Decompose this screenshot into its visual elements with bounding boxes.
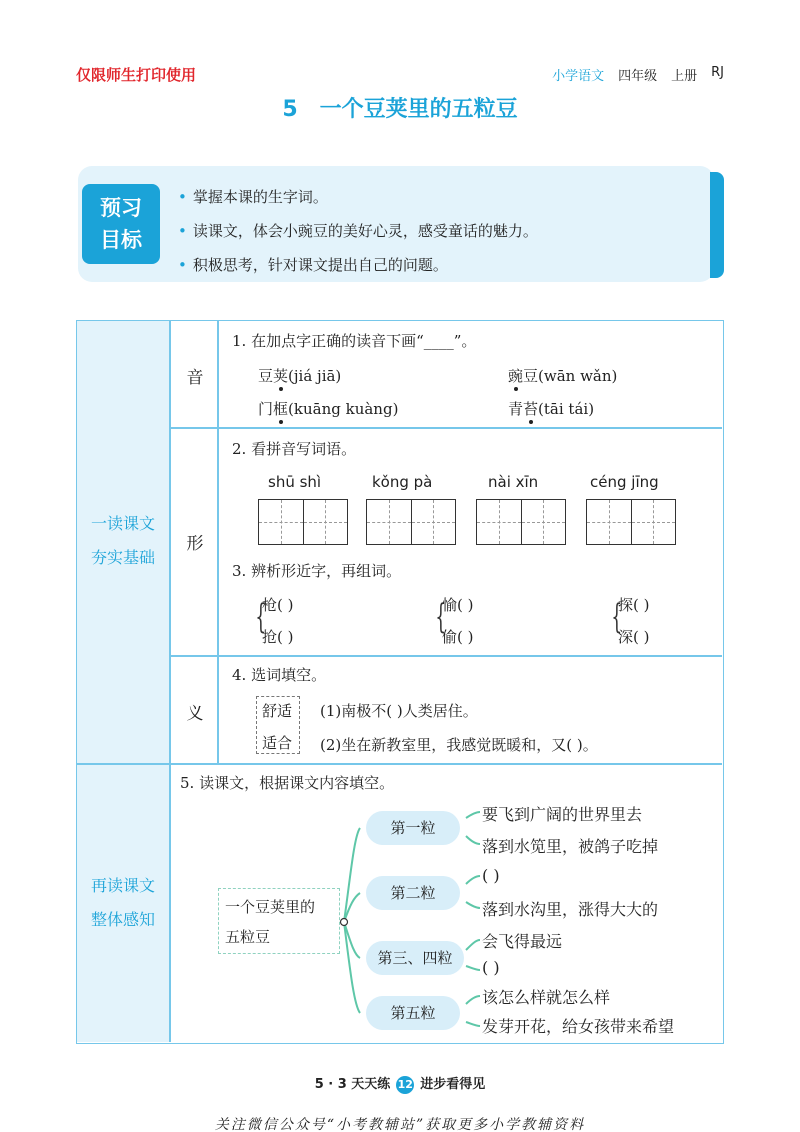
- leaf-text: 落到水笕里，被鸽子吃掉: [482, 837, 659, 856]
- similar-char-item[interactable]: 偷( ): [442, 628, 474, 646]
- word-option: 适合: [262, 734, 293, 752]
- lesson-number: 5: [282, 97, 298, 122]
- q1-item: 豌豆(wān wǎn): [508, 367, 618, 385]
- leaf-text: 要飞到广阔的世界里去: [482, 805, 643, 824]
- goal-item: • 积极思考，针对课文提出自己的问题。: [178, 256, 448, 274]
- print-restriction-notice: 仅限师生打印使用: [76, 66, 197, 84]
- q1-item: 门框(kuāng kuàng): [258, 400, 399, 418]
- grade-tag: 四年级: [618, 69, 658, 84]
- similar-char-item[interactable]: 枪( ): [262, 596, 294, 614]
- category-meaning: 义: [186, 704, 204, 724]
- fill-sentence[interactable]: (2)坐在新教室里，我感觉既暖和，又( )。: [320, 736, 598, 754]
- branch-node: 第三、四粒: [366, 941, 464, 975]
- q4-prompt: 4. 选词填空。: [232, 666, 327, 684]
- connector: [344, 922, 360, 1013]
- brace-icon: {: [435, 597, 447, 637]
- mind-map-root: 一个豆荚里的 五粒豆: [218, 888, 340, 954]
- leaf-text: 该怎么样就怎么样: [482, 988, 611, 1007]
- term-tag: 上册: [671, 69, 698, 84]
- leaf-text: 发芽开花，给女孩带来希望: [482, 1017, 675, 1036]
- pinyin-label: céng jīng: [590, 473, 659, 491]
- q1-prompt: 1. 在加点字正确的读音下画“____”。: [232, 332, 477, 350]
- lesson-title-text: 一个豆荚里的五粒豆: [319, 97, 518, 122]
- category-form: 形: [186, 534, 204, 554]
- similar-char-item[interactable]: 愉( ): [442, 596, 474, 614]
- goal-item: • 掌握本课的生字词。: [178, 188, 328, 206]
- bullet-icon: •: [178, 256, 187, 274]
- edition-tag: RJ: [711, 65, 724, 80]
- badge-line-2: 目标: [100, 228, 142, 252]
- bottom-promo-note: 关注微信公众号“小考教辅站”获取更多小学教辅资料: [214, 1117, 586, 1132]
- word-option: 舒适: [262, 702, 293, 720]
- pinyin-label: kǒng pà: [372, 473, 433, 491]
- page-footer: [0, 1073, 800, 1094]
- goal-item: • 读课文，体会小豌豆的美好心灵，感受童话的魅力。: [178, 222, 538, 240]
- leaf-text: 落到水沟里，涨得大大的: [482, 900, 659, 919]
- footer-slogan: 进步看得见: [420, 1077, 486, 1092]
- brace-icon: {: [255, 597, 267, 637]
- brace-icon: {: [611, 597, 623, 637]
- q1-item: 青苔(tāi tái): [508, 400, 595, 418]
- similar-char-item[interactable]: 深( ): [618, 628, 650, 646]
- connector: [344, 828, 360, 922]
- branch-node: 第五粒: [366, 996, 460, 1030]
- q5-prompt: 5. 读课文，根据课文内容填空。: [180, 774, 395, 792]
- pinyin-label: nài xīn: [488, 473, 539, 491]
- branch-node: 第二粒: [366, 876, 460, 910]
- section-label-basics: 一读课文 夯实基础: [90, 514, 155, 567]
- bullet-icon: •: [178, 222, 187, 240]
- similar-char-item[interactable]: 抢( ): [262, 628, 294, 646]
- pinyin-label: shū shì: [268, 473, 322, 491]
- fill-sentence[interactable]: (1)南极不( )人类居住。: [320, 702, 478, 720]
- branch-node: 第一粒: [366, 811, 460, 845]
- leaf-blank[interactable]: ( ): [482, 958, 500, 977]
- subject-tag: 小学语文: [552, 69, 605, 84]
- badge-line-1: 预习: [100, 196, 142, 220]
- q1-item: 豆荚(jiá jiā): [258, 367, 342, 385]
- bullet-icon: •: [178, 188, 187, 206]
- leaf-text: 会飞得最远: [482, 932, 563, 951]
- q3-prompt: 3. 辨析形近字，再组词。: [232, 562, 402, 580]
- similar-char-item[interactable]: 探( ): [618, 596, 650, 614]
- root-node-dot: [341, 919, 348, 926]
- category-sound: 音: [186, 368, 204, 388]
- section-label-overview: 再读课文 整体感知: [90, 876, 155, 929]
- page-number: 12: [396, 1076, 414, 1094]
- q2-prompt: 2. 看拼音写词语。: [232, 440, 357, 458]
- leaf-blank[interactable]: ( ): [482, 866, 500, 885]
- footer-series: 5 · 3 天天练: [314, 1077, 391, 1092]
